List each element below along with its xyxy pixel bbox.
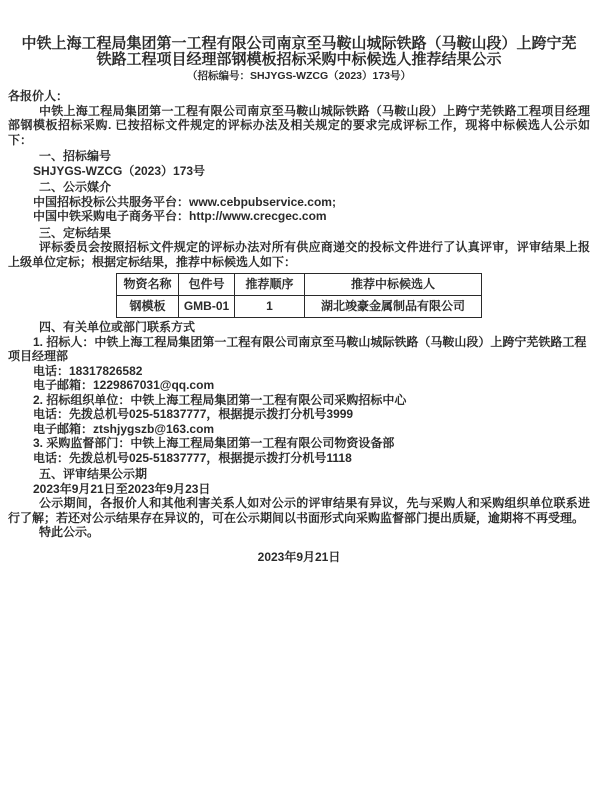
- col-header-package-no: 包件号: [179, 274, 235, 296]
- contact-1-email: 电子邮箱：1229867031@qq.com: [33, 378, 215, 392]
- intro-paragraph: 中铁上海工程局集团第一工程有限公司南京至马鞍山城际铁路（马鞍山段）上跨宁芜铁路工程项目经理部钢模板招标采购. 已按招标文件规定的评标办法及相关规定的要求完成评标工作，现将中标候选人公示如下：: [8, 103, 590, 147]
- cell-package-no: GMB-01: [179, 296, 235, 318]
- closing-statement: 特此公示。: [39, 525, 100, 539]
- tender-number-value: SHJYGS-WZCG（2023）173号: [33, 163, 206, 178]
- media-platform-1: 中国招标投标公共服务平台：www.cebpubservice.com;: [33, 194, 336, 209]
- objection-paragraph: 公示期间，各报价人和其他利害关系人如对公示的评审结果有异议，先与采购人和采购组织单位联系进行了解；若还对公示结果存在异议的，可在公示期间以书面形式向采购监督部门提出质疑，逾期将不再受理。: [8, 496, 590, 525]
- contact-3-phone: 电话：先拨总机号025-51837777，根据提示拨打分机号1118: [33, 450, 352, 465]
- col-header-material-name: 物资名称: [117, 274, 179, 296]
- candidate-result-table: [116, 273, 482, 318]
- section-3-heading: 三、定标结果: [39, 225, 112, 240]
- col-header-recommended-candidate: 推荐中标候选人: [305, 274, 482, 296]
- contact-1-title: 1. 招标人：中铁上海工程局集团第一工程有限公司南京至马鞍山城际铁路（马鞍山段）上跨宁芜铁路工程项目经理部: [8, 334, 587, 363]
- cell-material-name: 钢模板: [117, 296, 179, 318]
- section-1-heading: 一、招标编号: [39, 149, 112, 163]
- evaluation-result-paragraph: 评标委员会按照招标文件规定的评标办法对所有供应商递交的投标文件进行了认真评审，评审结果上报上级单位定标；根据定标结果，推荐中标候选人如下：: [8, 240, 590, 269]
- table-header-row: [117, 274, 482, 296]
- document-title: 中铁上海工程局集团第一工程有限公司南京至马鞍山城际铁路（马鞍山段）上跨宁芜铁路工程项目经理部钢模板招标采购中标候选人推荐结果公示: [21, 35, 577, 68]
- table-row: [117, 296, 482, 318]
- contact-2-phone: 电话：先拨总机号025-51837777，根据提示拨打分机号3999: [33, 407, 354, 421]
- tender-number-subtitle: （招标编号：SHJYGS-WZCG（2023）173号）: [186, 70, 412, 82]
- section-5-heading: 五、评审结果公示期: [39, 467, 148, 481]
- cell-recommend-order: 1: [235, 296, 305, 318]
- salutation: 各报价人：: [8, 89, 69, 103]
- section-2-heading: 二、公示媒介: [39, 180, 112, 194]
- contact-1-phone: 电话：18317826582: [33, 363, 143, 378]
- contact-2-title: 2. 招标组织单位：中铁上海工程局集团第一工程有限公司采购招标中心: [33, 392, 407, 407]
- section-4-heading: 四、有关单位或部门联系方式: [39, 320, 196, 334]
- cell-recommended-candidate: 湖北竣豪金属制品有限公司: [305, 296, 482, 318]
- media-platform-2: 中国中铁采购电子商务平台：http://www.crecgec.com: [33, 209, 327, 223]
- col-header-recommend-order: 推荐顺序: [235, 274, 305, 296]
- contact-3-title: 3. 采购监督部门：中铁上海工程局集团第一工程有限公司物资设备部: [33, 436, 395, 450]
- publicity-period: 2023年9月21日至2023年9月23日: [33, 481, 211, 496]
- announcement-date: 2023年9月21日: [257, 549, 341, 564]
- contact-2-email: 电子邮箱：ztshjygszb@163.com: [33, 421, 215, 436]
